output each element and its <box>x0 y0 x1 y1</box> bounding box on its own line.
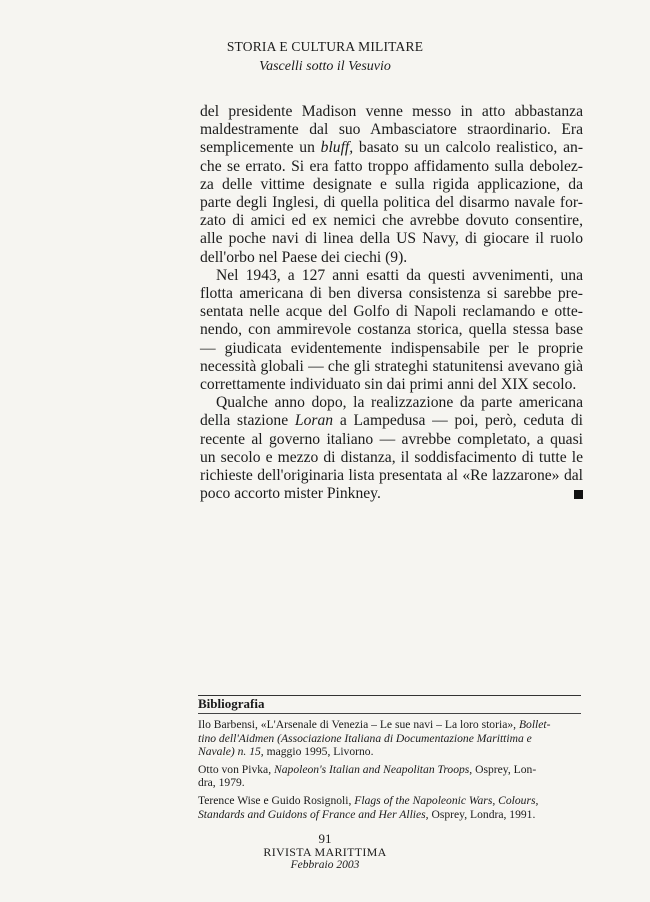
text-fragment: della stazione <box>200 412 295 430</box>
text-line: zato di amici ed ex nemici che avrebbe dovuto consentire, <box>200 212 583 230</box>
magazine-name: RIVISTA MARITTIMA <box>263 845 387 859</box>
text-line: recente al governo italiano — avrebbe completato, a quasi <box>200 430 583 448</box>
text-line: Nel 1943, a 127 anni esatti da questi avvenimenti, una <box>216 266 583 284</box>
entry-title: Standards and Guidons of France and Her Allies, <box>198 807 429 821</box>
text-line: un secolo e mezzo di distanza, il soddisfacimento di tutte le <box>200 448 583 466</box>
text-line: Qualche anno dopo, la realizzazione da parte americana <box>216 394 583 412</box>
text-line: correttamente individuato sin dai primi anni del XIX secolo. <box>200 376 577 394</box>
text-line: richieste dell'originaria lista presentata al «Re lazzarone» dal <box>200 467 583 485</box>
text-fragment: basato su un calcolo realistico, an- <box>353 139 584 157</box>
text-fragment: semplicemente un <box>200 139 321 157</box>
text-fragment: poco accorto mister Pinkney. <box>200 485 381 503</box>
text-fragment: a Lampedusa — poi, però, ceduta di <box>333 412 583 430</box>
entry-text: Osprey, Lon- <box>472 762 537 776</box>
bibliography-title: Bibliografia <box>198 696 581 714</box>
entry-line <box>198 745 581 759</box>
text-line: nendo, con ammirevole costanza storica, quella stessa base <box>200 321 583 339</box>
entry-line <box>198 794 581 808</box>
text-line: dell'orbo nel Paese dei ciechi (9). <box>200 248 408 266</box>
page-footer <box>0 832 650 872</box>
paragraph-3 <box>200 394 583 503</box>
text-line: flotta americana di ben diversa consistenza si sarebbe pre- <box>200 285 583 303</box>
article-body <box>200 103 583 503</box>
entry-line <box>198 808 581 822</box>
article-subtitle: Vascelli sotto il Vesuvio <box>259 59 391 74</box>
text-line: necessità globali — che gli strateghi statunitensi avevano già <box>200 357 583 375</box>
text-line: — giudicata evidentemente indispensabile per le proprie <box>200 339 583 357</box>
bibliography-entry <box>198 718 581 759</box>
emphasis-loran: Loran <box>294 412 334 430</box>
entry-text: Otto von Pivka, <box>198 762 275 776</box>
running-header <box>0 38 650 76</box>
paragraph-2 <box>200 267 583 394</box>
end-of-article-mark <box>574 490 583 499</box>
text-line <box>200 139 583 157</box>
entry-line <box>198 763 581 777</box>
entry-title: tino dell'Aidmen (Associazione Italiana di Documentazione Marittima e <box>198 731 532 745</box>
text-line: sentata nelle acque del Golfo di Napoli reclamando e otte- <box>200 303 583 321</box>
entry-title: Bollet- <box>518 718 551 731</box>
issue-date: Febbraio 2003 <box>290 859 360 871</box>
entry-text: Ilo Barbensi, «L'Arsenale di Venezia – Le sue navi – La loro storia», <box>198 718 517 731</box>
entry-line: dra, 1979. <box>198 776 245 790</box>
text-line: che se errato. Si era fatto troppo affidamento sulla debolez- <box>200 157 583 175</box>
text-line <box>200 412 583 430</box>
text-line: maldestramente dal suo Ambasciatore straordinario. Era <box>200 121 583 139</box>
entry-title: Navale) n. 15, <box>198 745 264 759</box>
text-line: del presidente Madison venne messo in atto abbastanza <box>200 103 583 120</box>
entry-text: maggio 1995, Livorno. <box>263 745 374 759</box>
section-title: STORIA E CULTURA MILITARE <box>226 39 424 54</box>
entry-text: Osprey, Londra, 1991. <box>428 807 536 821</box>
entry-text: Terence Wise e Guido Rosignoli, <box>198 793 355 807</box>
text-line: parte degli Inglesi, di quella politica del disarmo navale for- <box>200 194 583 212</box>
text-line: alle poche navi di linea della US Navy, di giocare il ruolo <box>200 230 583 248</box>
entry-title: Napoleon's Italian and Neapolitan Troops, <box>274 762 473 776</box>
bibliography-entry <box>198 794 581 821</box>
bibliography-entry <box>198 763 581 790</box>
page-number: 91 <box>318 831 332 846</box>
emphasis-bluff: bluff, <box>320 139 354 157</box>
entry-line <box>198 718 581 732</box>
text-line: za delle vittime designate e sulla rigida applicazione, da <box>200 175 583 193</box>
entry-line <box>198 732 581 746</box>
text-line <box>200 485 583 503</box>
paragraph-1 <box>200 103 583 267</box>
entry-title: Flags of the Napoleonic Wars, Colours, <box>354 793 539 807</box>
bibliography <box>198 695 581 821</box>
